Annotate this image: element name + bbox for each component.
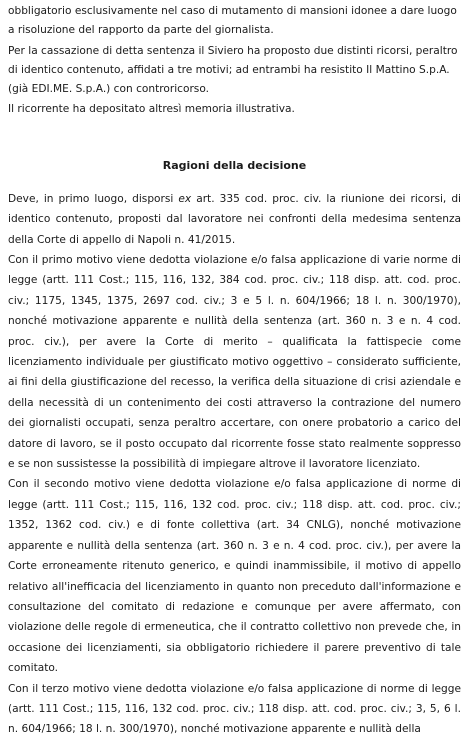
body-paragraph-1-start: Deve, in primo luogo, disporsi bbox=[8, 192, 179, 205]
latin-term: ex bbox=[178, 192, 192, 205]
intro-paragraph-1: obbligatorio esclusivamente nel caso di mutamento di mansioni idonee a dare luogo a risoluzione del rapporto da parte del giornalista. bbox=[8, 5, 457, 37]
body-paragraph-3: Con il secondo motivo viene dedotta violazione e/o falsa applicazione di norme di legge (artt. 111 Cost.; 115, 116, 132 cod. proc. civ.; 118 disp. att. cod. proc. civ.; 1352, 1362 cod. civ.) e di fonte collettiva (art. 34 CNLG), nonché motivazione apparente e nullità della sentenza (art. 360 n. 3 e n. 4 cod. proc. civ.), per avere la Corte erroneamente ritenuto generico, e quindi inammissibile, il motivo di appello relativo all'inefficacia del licenziamento in quanto non preceduto dall'informazione e consultazione del comitato di redazione e comunque per avere affermato, con violazione delle regole di ermeneutica, che il contratto collettivo non prevede che, in occasione dei licenziamenti, sia obbligatorio richiedere il parere preventivo di tale comitato. bbox=[8, 478, 461, 675]
section-title: Ragioni della decisione bbox=[162, 158, 307, 172]
body-paragraph-4: Con il terzo motivo viene dedotta violazione e/o falsa applicazione di norme di legge (artt. 111 Cost.; 115, 116, 132 cod. proc. civ.; 118 disp. att. cod. proc. civ.; 3, 5, 6 l. n. 604/1966; 18 l. n. 300/1970), nonché motivazione apparente e nullità della bbox=[8, 682, 461, 736]
intro-block bbox=[8, 2, 461, 120]
intro-paragraph-2: Per la cassazione di detta sentenza il Siviero ha proposto due distinti ricorsi, peraltro di identico contenuto, affidati a tre motivi; ad entrambi ha resistito Il Mattino S.p.A. (già EDI.ME. S.p.A.) con controricorso. bbox=[8, 44, 458, 96]
section-body bbox=[8, 189, 461, 740]
body-paragraph-2: Con il primo motivo viene dedotta violazione e/o falsa applicazione di varie norme di legge (artt. 111 Cost.; 115, 116, 132, 384 cod. proc. civ.; 118 disp. att. cod. proc. civ.; 1175, 1345, 1375, 2697 cod. civ.; 3 e 5 l. n. 604/1966; 18 l. n. 300/1970), nonché motivazione apparente e nullità della sentenza (art. 360 n. 3 e n. 4 cod. proc. civ.), per avere la Corte di merito – qualificata la fattispecie come licenziamento individuale per giustificato motivo oggettivo – considerato sufficiente, ai fini della giustificazione del recesso, la verifica della situazione di crisi aziendale e della necessità di un contenimento dei costi attraverso la contrazione del numero dei giornalisti occupati, senza peraltro accertare, con onere probatorio a carico del datore di lavoro, se il posto occupato dal ricorrente fosse stato realmente soppresso e se non sussistesse la possibilità di impiegare altrove il lavoratore licenziato. bbox=[8, 254, 461, 471]
body-paragraph-1 bbox=[8, 189, 461, 250]
intro-paragraph-3: Il ricorrente ha depositato altresì memoria illustrativa. bbox=[8, 103, 295, 116]
body-paragraph-1-end: art. 335 cod. proc. civ. la riunione dei ricorsi, di identico contenuto, proposti dal lavoratore nei confronti della medesima sentenza della Corte di appello di Napoli n. 41/2015. bbox=[8, 192, 461, 246]
